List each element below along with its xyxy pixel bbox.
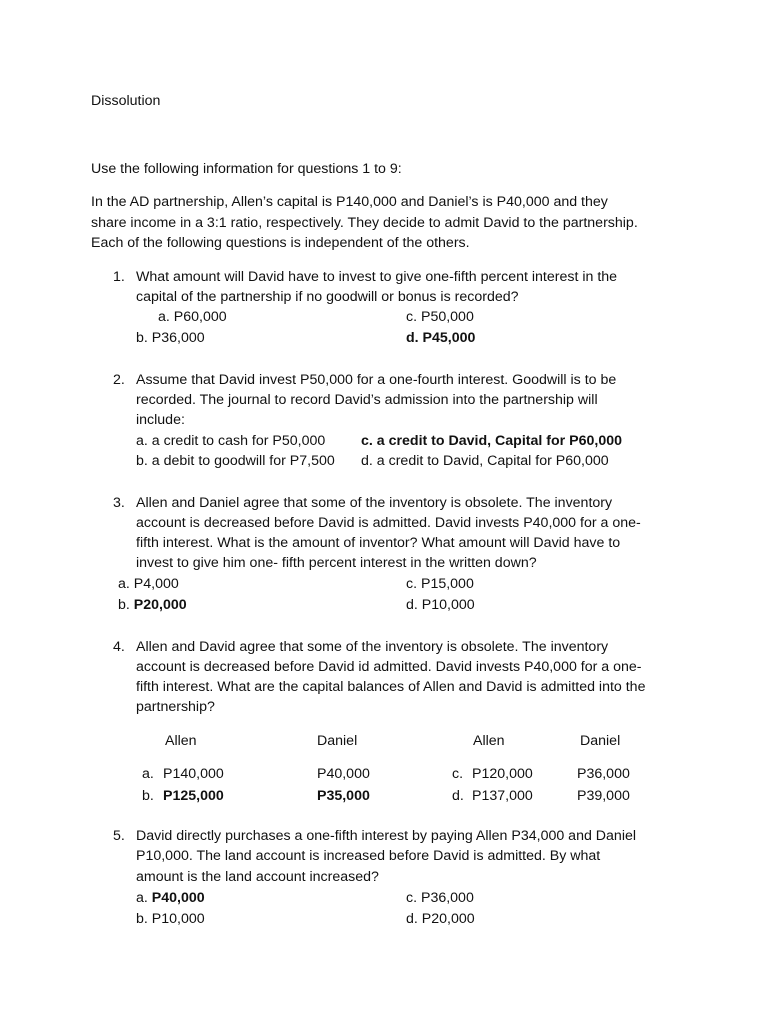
answer-choice-d: d. a credit to David, Capital for P60,000 [361,453,609,469]
intro-line: share income in a 3:1 ratio, respectively. They decide to admit David to the partnership. [91,215,638,231]
question-text-line: David directly purchases a one-fifth interest by paying Allen P34,000 and Daniel [136,828,637,844]
question-text-line: Allen and David agree that some of the inventory is obsolete. The inventory [136,639,609,655]
question-number: 2. [113,372,125,388]
answer-choice-b: b. a debit to goodwill for P7,500 [136,453,335,469]
question-number: 4. [113,639,125,655]
choice-letter: b. [142,788,154,804]
question-text-line: amount is the land account increased? [136,869,379,885]
question-number: 5. [113,828,125,844]
choice-letter: d. [452,788,464,804]
answer-choice-a: a. a credit to cash for P50,000 [136,433,326,449]
document-title: Dissolution [91,93,161,109]
answer-choice-a-correct [136,888,205,908]
choice-value: P36,000 [577,766,630,782]
question-text-line: fifth interest. What is the amount of inventor? What amount will David have to [136,535,621,551]
question-text-line: invest to give him one- fifth percent interest in the written down? [136,555,537,571]
question-text-line: account is decreased before David id admitted. David invests P40,000 for a one- [136,659,642,675]
question-text-line: P10,000. The land account is increased before David is admitted. By what [136,848,601,864]
answer-choice-c: c. P15,000 [406,576,474,592]
question-text-line: What amount will David have to invest to give one-fifth percent interest in the [136,269,618,285]
choice-value: P120,000 [472,766,533,782]
choice-value: P140,000 [163,766,224,782]
choice-letter: a. [142,766,154,782]
answer-choice-c: c. P50,000 [406,309,474,325]
question-text-line: capital of the partnership if no goodwill or bonus is recorded? [136,289,519,305]
choice-value: P20,000 [133,597,187,613]
column-header: Daniel [317,733,358,749]
question-number: 1. [113,269,125,285]
intro-line: Each of the following questions is independent of the others. [91,235,470,251]
choice-value-correct: P125,000 [163,788,224,804]
answer-choice-d: d. P10,000 [406,597,475,613]
instruction-text: Use the following information for questions 1 to 9: [91,161,402,177]
column-header: Allen [165,733,197,749]
question-text-line: fifth interest. What are the capital balances of Allen and David is admitted into the [136,679,646,695]
choice-letter: b. [118,597,134,613]
question-text-line: Assume that David invest P50,000 for a one-fourth interest. Goodwill is to be [136,372,617,388]
question-number: 3. [113,495,125,511]
choice-letter: a. [136,890,152,906]
answer-choice-b-correct [118,595,187,615]
question-text-line: partnership? [136,699,215,715]
question-text-line: account is decreased before David is admitted. David invests P40,000 for a one- [136,515,641,531]
column-header: Allen [473,733,505,749]
question-text-line: Allen and Daniel agree that some of the inventory is obsolete. The inventory [136,495,613,511]
answer-choice-c-correct: c. a credit to David, Capital for P60,000 [361,433,622,449]
answer-choice-a: a. P60,000 [158,309,227,325]
question-text-line: recorded. The journal to record David’s admission into the partnership will [136,392,598,408]
answer-choice-c: c. P36,000 [406,890,474,906]
answer-choice-b: b. P10,000 [136,911,205,927]
column-header: Daniel [580,733,621,749]
answer-choice-a: a. P4,000 [118,576,179,592]
intro-line: In the AD partnership, Allen’s capital is P140,000 and Daniel’s is P40,000 and they [91,194,608,210]
question-text-line: include: [136,412,185,428]
answer-choice-d-correct: d. P45,000 [406,330,476,346]
choice-value: P39,000 [577,788,630,804]
choice-value: P40,000 [151,890,205,906]
choice-letter: c. [452,766,464,782]
answer-choice-b: b. P36,000 [136,330,205,346]
choice-value-correct: P35,000 [317,788,370,804]
choice-value: P40,000 [317,766,370,782]
answer-choice-d: d. P20,000 [406,911,475,927]
choice-value: P137,000 [472,788,533,804]
